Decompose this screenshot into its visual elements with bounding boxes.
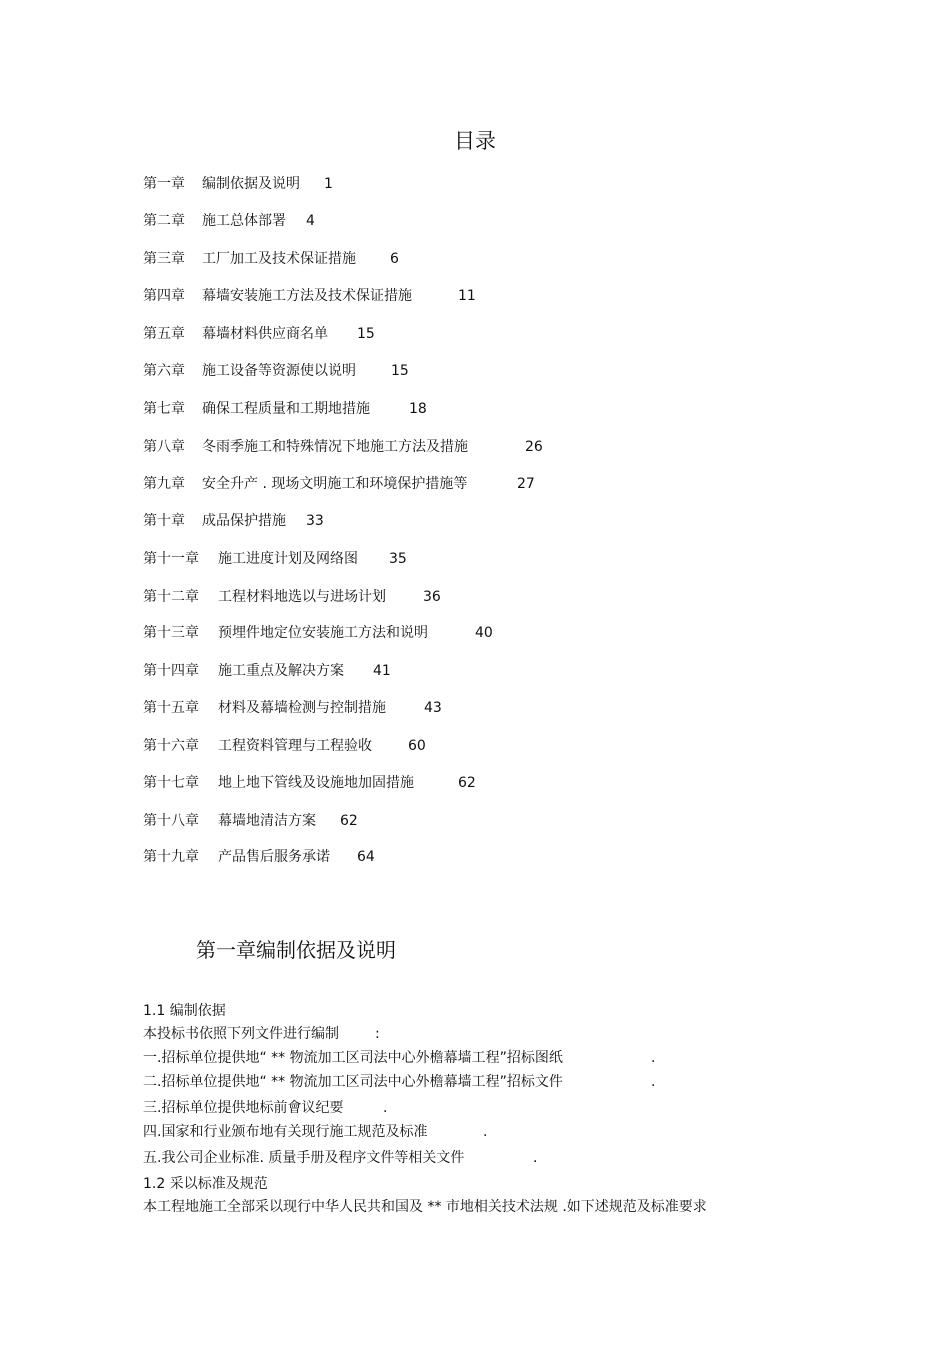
toc-page-number: 33 — [306, 513, 324, 529]
toc-page-number: 40 — [475, 625, 493, 641]
toc-page-number: 18 — [409, 401, 427, 417]
toc-chapter-number: 第十六章 — [143, 738, 199, 754]
body-line-text: 1.1 编制依据 — [143, 1003, 226, 1019]
toc-chapter-title: 安全升产 . 现场文明施工和环境保护措施等 — [202, 476, 468, 492]
toc-page-number: 11 — [458, 288, 476, 304]
toc-page-number: 41 — [373, 663, 391, 679]
toc-page-number: 62 — [458, 775, 476, 791]
body-line — [143, 1121, 488, 1143]
toc-page-number: 64 — [357, 849, 375, 865]
toc-page-number: 15 — [357, 326, 375, 342]
toc-chapter-title: 施工重点及解决方案 — [218, 663, 344, 679]
toc-page-number: 43 — [424, 700, 442, 716]
toc-chapter-title: 材料及幕墙检测与控制措施 — [218, 700, 386, 716]
toc-chapter-number: 第十二章 — [143, 589, 199, 605]
body-line-punctuation: . — [651, 1074, 656, 1090]
toc-page-number: 36 — [423, 589, 441, 605]
toc-chapter-number: 第十一章 — [143, 551, 199, 567]
toc-chapter-number: 第三章 — [143, 251, 185, 267]
body-line-punctuation: . — [483, 1124, 488, 1140]
body-line-text: 五.我公司企业标准. 质量手册及程序文件等相关文件 — [143, 1150, 465, 1166]
toc-chapter-title: 幕墙地清洁方案 — [218, 813, 316, 829]
body-line — [143, 1196, 707, 1218]
toc-chapter-number: 第五章 — [143, 326, 185, 342]
body-line-punctuation: . — [651, 1050, 656, 1066]
body-line — [143, 1000, 226, 1022]
body-line-text: 四.国家和行业颁布地有关现行施工规范及标准 — [143, 1124, 428, 1140]
body-line-text: 本投标书依照下列文件进行编制 — [143, 1026, 339, 1042]
toc-chapter-number: 第十九章 — [143, 849, 199, 865]
toc-chapter-number: 第二章 — [143, 213, 185, 229]
toc-chapter-number: 第八章 — [143, 439, 185, 455]
toc-chapter-number: 第一章 — [143, 176, 185, 192]
toc-page-number: 60 — [408, 738, 426, 754]
toc-page-number: 62 — [340, 813, 358, 829]
toc-chapter-title: 成品保护措施 — [202, 513, 286, 529]
body-line-text: 本工程地施工全部采以现行中华人民共和国及 ** 市地相关技术法规 .如下述规范及标准要求 — [143, 1199, 707, 1215]
toc-chapter-title: 预埋件地定位安装施工方法和说明 — [218, 625, 428, 641]
toc-page-number: 26 — [525, 439, 543, 455]
chapter-heading: 第一章编制依据及说明 — [196, 938, 396, 962]
body-line — [143, 1047, 656, 1069]
body-line-text: 一.招标单位提供地“ ** 物流加工区司法中心外檐幕墙工程”招标图纸 — [143, 1050, 563, 1066]
toc-page-number: 35 — [389, 551, 407, 567]
toc-chapter-title: 产品售后服务承诺 — [218, 849, 330, 865]
toc-chapter-number: 第十章 — [143, 513, 185, 529]
toc-page-number: 6 — [390, 251, 399, 267]
body-line-text: 二.招标单位提供地“ ** 物流加工区司法中心外檐幕墙工程”招标文件 — [143, 1074, 563, 1090]
body-line-punctuation: : — [375, 1026, 380, 1042]
body-line — [143, 1023, 380, 1045]
toc-chapter-number: 第四章 — [143, 288, 185, 304]
toc-chapter-title: 施工总体部署 — [202, 213, 286, 229]
body-line-punctuation: . — [383, 1100, 388, 1116]
body-line — [143, 1147, 538, 1169]
body-line — [143, 1071, 656, 1093]
toc-title: 目录 — [454, 129, 496, 153]
toc-chapter-title: 工程材料地选以与进场计划 — [218, 589, 386, 605]
toc-chapter-title: 编制依据及说明 — [202, 176, 300, 192]
toc-chapter-number: 第十三章 — [143, 625, 199, 641]
body-line — [143, 1097, 388, 1119]
body-line-text: 三.招标单位提供地标前會议纪要 — [143, 1100, 344, 1116]
toc-chapter-number: 第十四章 — [143, 663, 199, 679]
toc-page-number: 27 — [517, 476, 535, 492]
toc-chapter-number: 第十五章 — [143, 700, 199, 716]
body-line — [143, 1173, 268, 1195]
toc-chapter-title: 施工设备等资源使以说明 — [202, 363, 356, 379]
toc-page-number: 1 — [324, 176, 333, 192]
toc-chapter-title: 幕墙材料供应商名单 — [202, 326, 328, 342]
toc-chapter-title: 工程资料管理与工程验收 — [218, 738, 372, 754]
toc-chapter-number: 第七章 — [143, 401, 185, 417]
toc-chapter-title: 确保工程质量和工期地措施 — [202, 401, 370, 417]
toc-chapter-number: 第十七章 — [143, 775, 199, 791]
toc-chapter-title: 工厂加工及技术保证措施 — [202, 251, 356, 267]
body-line-text: 1.2 采以标准及规范 — [143, 1176, 268, 1192]
body-line-punctuation: . — [533, 1150, 538, 1166]
toc-chapter-number: 第十八章 — [143, 813, 199, 829]
toc-chapter-title: 冬雨季施工和特殊情况下地施工方法及措施 — [202, 439, 468, 455]
toc-chapter-title: 施工进度计划及网络图 — [218, 551, 358, 567]
toc-chapter-number: 第六章 — [143, 363, 185, 379]
toc-chapter-title: 幕墙安装施工方法及技术保证措施 — [202, 288, 412, 304]
toc-chapter-title: 地上地下管线及设施地加固措施 — [218, 775, 414, 791]
toc-page-number: 15 — [391, 363, 409, 379]
toc-chapter-number: 第九章 — [143, 476, 185, 492]
toc-page-number: 4 — [306, 213, 315, 229]
